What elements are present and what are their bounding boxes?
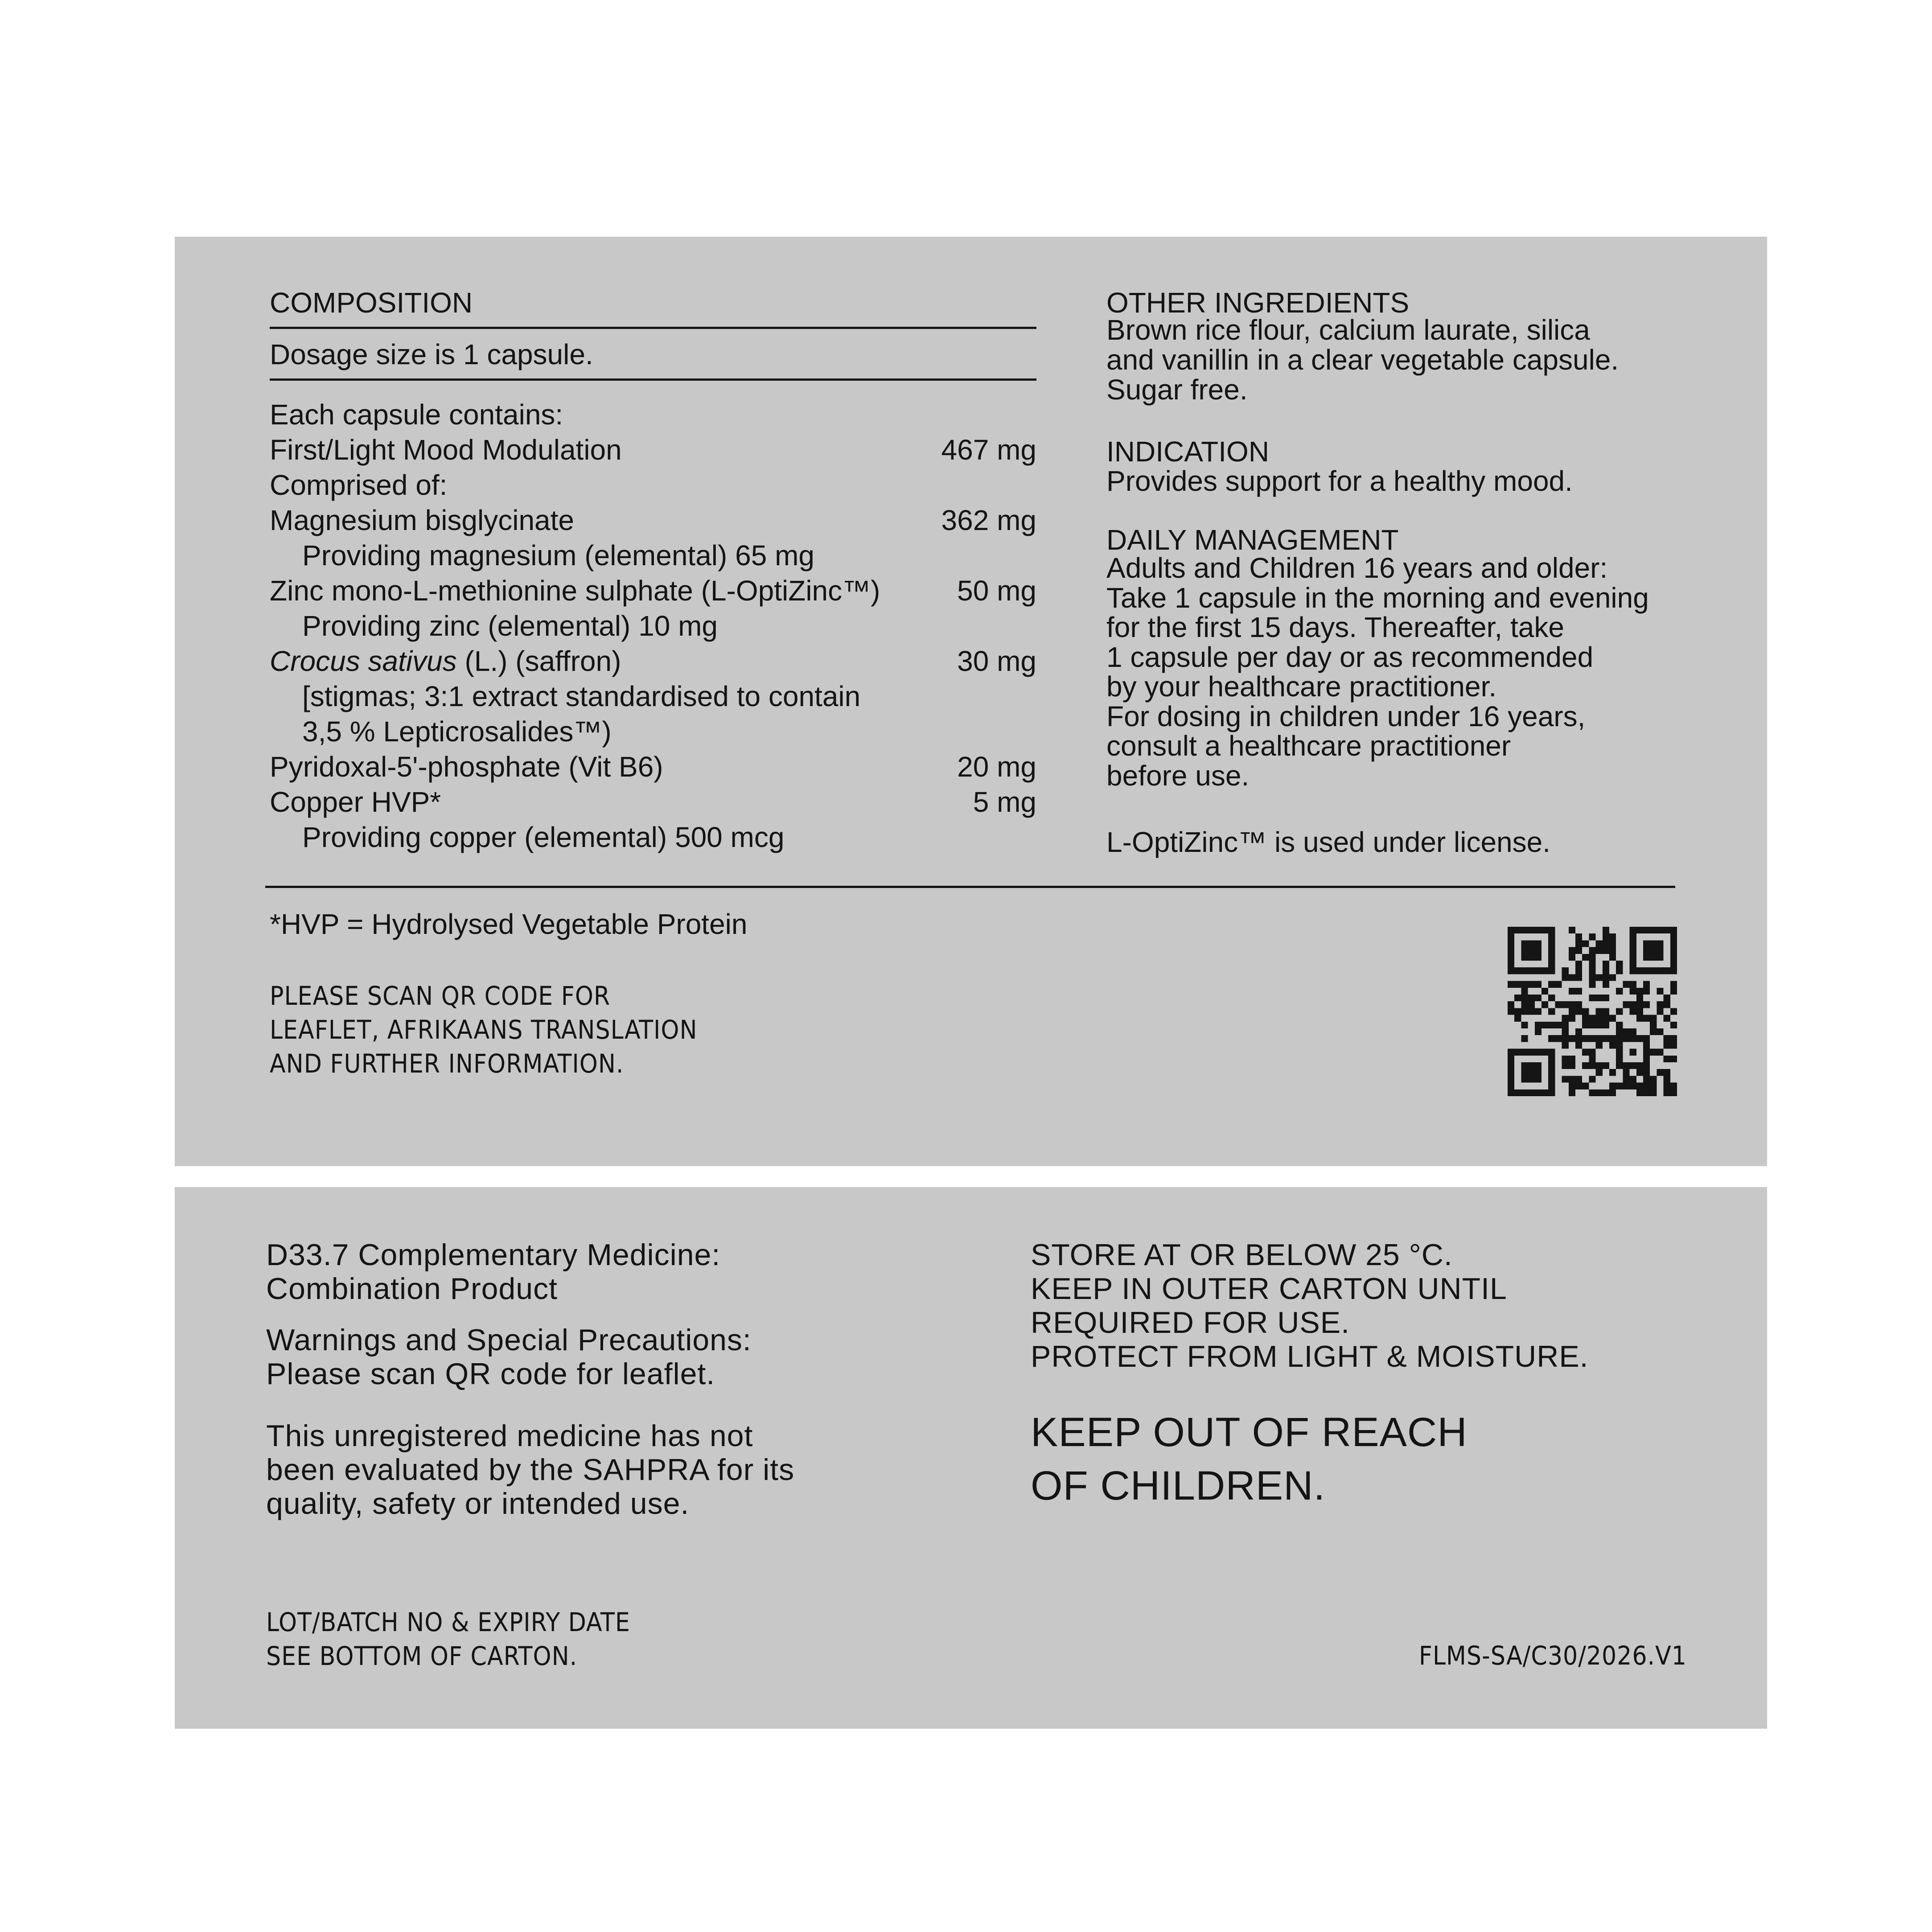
ingredient-name: Each capsule contains:: [270, 399, 563, 431]
ingredient-name: Providing magnesium (elemental) 65 mg: [302, 539, 814, 571]
hvp-note: *HVP = Hydrolysed Vegetable Protein: [270, 908, 748, 940]
product-code: FLMS-SA/C30/2026.V1: [1418, 1640, 1687, 1671]
composition-row: [270, 608, 1036, 644]
ingredient-name: Pyridoxal-5'-phosphate (Vit B6): [270, 751, 663, 783]
keep-out-of-reach-text: KEEP OUT OF REACH OF CHILDREN.: [1031, 1410, 1467, 1509]
divider: [265, 886, 1675, 888]
label-panel-top: [175, 237, 1767, 1166]
ingredient-name: [stigmas; 3:1 extract standardised to contain: [302, 680, 861, 712]
daily-management-heading: DAILY MANAGEMENT: [1106, 524, 1399, 556]
ingredient-name: [270, 644, 621, 679]
composition-row: [270, 503, 1036, 538]
disclaimer-text: This unregistered medicine has not been evaluated by the SAHPRA for its quality, safety or intended use.: [266, 1419, 795, 1521]
ingredient-name: 3,5 % Lepticrosalides™): [302, 715, 612, 748]
ingredient-name: Magnesium bisglycinate: [270, 504, 574, 536]
other-ingredients-heading: OTHER INGREDIENTS: [1106, 287, 1410, 319]
ingredient-amount: 5 mg: [973, 786, 1036, 818]
qr-instructions: PLEASE SCAN QR CODE FOR LEAFLET, AFRIKAANS TRANSLATION AND FURTHER INFORMATION.: [270, 981, 698, 1079]
ingredient-name: Zinc mono-L-methionine sulphate (L-OptiZinc™): [270, 575, 880, 607]
divider: [270, 378, 1036, 381]
ingredient-name: Providing copper (elemental) 500 mcg: [302, 821, 785, 853]
ingredient-name: Comprised of:: [270, 469, 448, 501]
warnings-text: Warnings and Special Precautions: Please scan QR code for leaflet.: [266, 1323, 752, 1391]
composition-row: [270, 644, 1036, 679]
composition-row: [270, 432, 1036, 468]
daily-management-text: Adults and Children 16 years and older: Take 1 capsule in the morning and evening for the first 15 days. Thereafter, take 1 capsule per day or as recommended by your healthcare practitioner. For dosing in children under 16 years, consult a healthcare practitioner before use.: [1106, 552, 1649, 792]
ingredient-amount: 30 mg: [957, 645, 1036, 677]
divider: [270, 327, 1036, 329]
ingredient-name-italic: Crocus sativus: [270, 645, 457, 677]
category-text: D33.7 Complementary Medicine: Combination Product: [266, 1238, 721, 1306]
ingredient-name: Copper HVP*: [270, 786, 441, 818]
qr-code: [1508, 927, 1677, 1096]
composition-row: [270, 679, 1036, 714]
dosage-text: Dosage size is 1 capsule.: [270, 338, 593, 370]
composition-table: [270, 397, 1036, 855]
composition-row: [270, 820, 1036, 855]
ingredient-name-rest: (L.) (saffron): [456, 645, 621, 677]
lot-batch-text: LOT/BATCH NO & EXPIRY DATE SEE BOTTOM OF CARTON.: [266, 1607, 630, 1671]
ingredient-name: First/Light Mood Modulation: [270, 434, 622, 466]
ingredient-amount: 50 mg: [957, 575, 1036, 607]
composition-heading: COMPOSITION: [270, 287, 473, 319]
label-panel-bottom: [175, 1187, 1767, 1729]
composition-row: [270, 785, 1036, 820]
composition-row: [270, 468, 1036, 503]
composition-row: [270, 749, 1036, 785]
ingredient-amount: 20 mg: [957, 751, 1036, 783]
storage-text: STORE AT OR BELOW 25 °C. KEEP IN OUTER CARTON UNTIL REQUIRED FOR USE. PROTECT FROM LIGHT & MOISTURE.: [1031, 1238, 1589, 1373]
ingredient-amount: 467 mg: [941, 434, 1036, 466]
license-note: L-OptiZinc™ is used under license.: [1106, 826, 1550, 858]
composition-row: [270, 714, 1036, 749]
indication-text: Provides support for a healthy mood.: [1106, 465, 1573, 497]
ingredient-amount: 362 mg: [941, 504, 1036, 536]
other-ingredients-text: Brown rice flour, calcium laurate, silica and vanillin in a clear vegetable capsule. Sugar free.: [1106, 314, 1619, 406]
composition-row: [270, 573, 1036, 608]
composition-row: [270, 397, 1036, 432]
indication-heading: INDICATION: [1106, 436, 1270, 468]
ingredient-name: Providing zinc (elemental) 10 mg: [302, 610, 718, 642]
composition-row: [270, 538, 1036, 573]
